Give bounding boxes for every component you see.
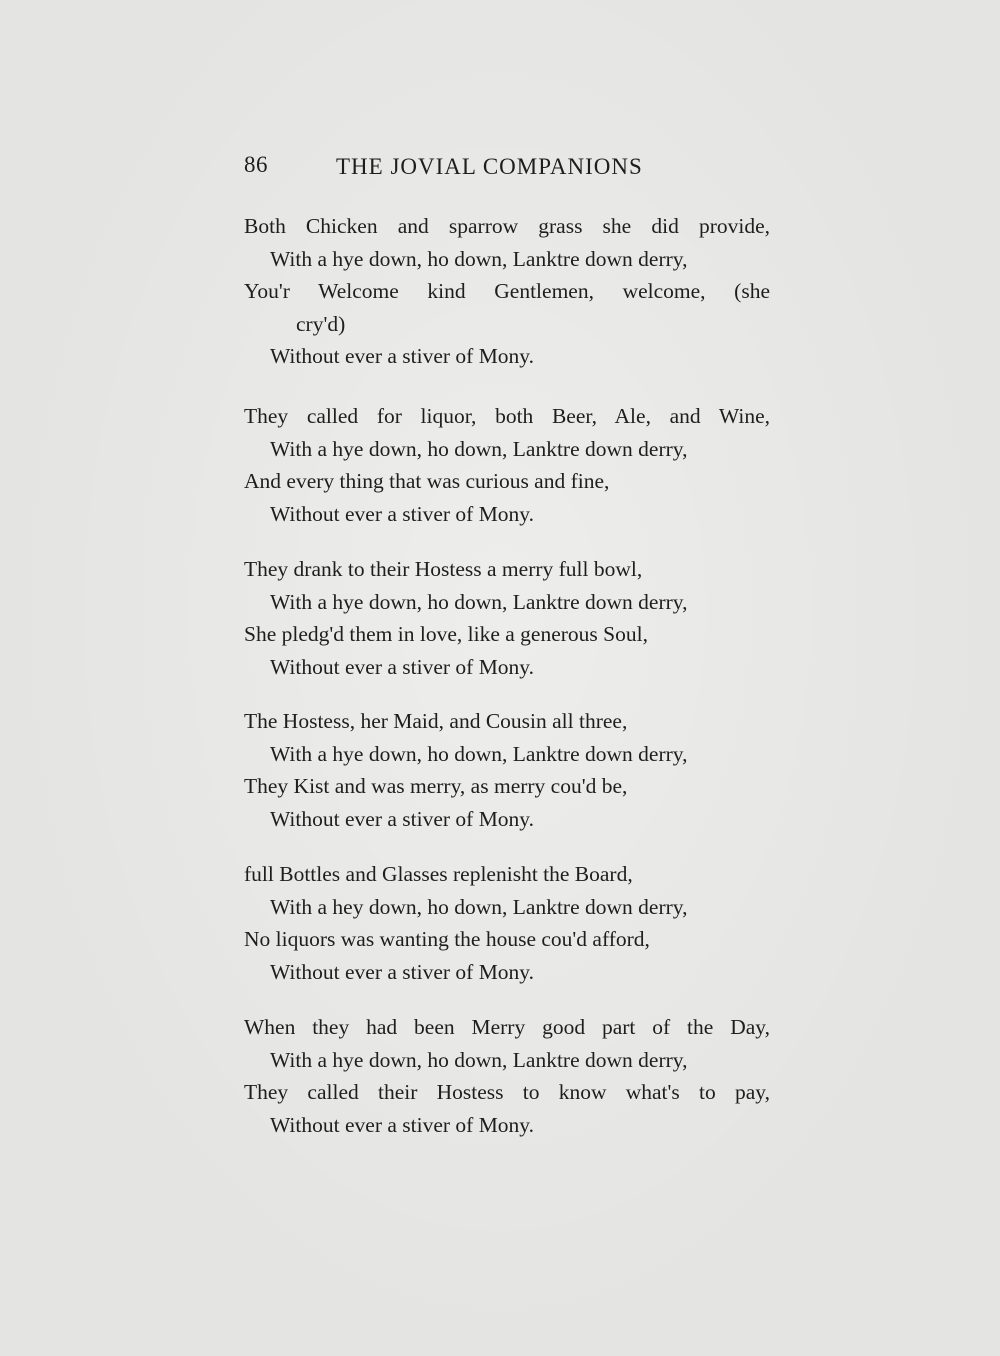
verse-line: And every thing that was curious and fine, (244, 469, 610, 493)
verse-line: Both Chicken and sparrow grass she did provide, (244, 214, 770, 238)
refrain-line: Without ever a stiver of Mony. (270, 1112, 535, 1137)
verse-line: She pledg'd them in love, like a generous Soul, (244, 622, 648, 646)
verse-line: full Bottles and Glasses replenisht the Board, (244, 862, 633, 886)
running-head (244, 152, 684, 186)
refrain-line: With a hye down, ho down, Lanktre down derry, (270, 436, 688, 461)
stanza-3 (244, 553, 784, 683)
stanza-5 (244, 858, 784, 988)
running-title: THE JOVIAL COMPANIONS (336, 154, 643, 179)
page-number: 86 (244, 152, 268, 177)
stanza-6 (244, 1011, 784, 1141)
stanza-1 (244, 210, 784, 373)
verse-line: The Hostess, her Maid, and Cousin all three, (244, 709, 628, 733)
refrain-line: Without ever a stiver of Mony. (270, 959, 535, 984)
refrain-line: With a hye down, ho down, Lanktre down derry, (270, 1047, 688, 1072)
refrain-line: Without ever a stiver of Mony. (270, 344, 535, 368)
verse-line: You'r Welcome kind Gentlemen, welcome, (she (244, 279, 770, 303)
verse-line: They called for liquor, both Beer, Ale, and Wine, (244, 404, 770, 428)
refrain-line: With a hye down, ho down, Lanktre down derry, (270, 741, 688, 766)
refrain-line: Without ever a stiver of Mony. (270, 501, 535, 526)
verse-line: No liquors was wanting the house cou'd afford, (244, 927, 650, 951)
verse-line: They Kist and was merry, as merry cou'd be, (244, 774, 628, 798)
verse-line: They called their Hostess to know what's to pay, (244, 1080, 770, 1104)
refrain-line: Without ever a stiver of Mony. (270, 806, 535, 831)
verse-line-continuation: cry'd) (296, 311, 346, 336)
stanza-4 (244, 705, 784, 835)
stanza-2 (244, 400, 784, 530)
refrain-line: With a hye down, ho down, Lanktre down derry, (270, 589, 688, 614)
refrain-line: With a hye down, ho down, Lanktre down derry, (270, 246, 688, 271)
refrain-line: Without ever a stiver of Mony. (270, 654, 535, 679)
verse-line: They drank to their Hostess a merry full bowl, (244, 557, 643, 581)
verse-line: When they had been Merry good part of the Day, (244, 1015, 770, 1039)
refrain-line: With a hey down, ho down, Lanktre down derry, (270, 894, 688, 919)
